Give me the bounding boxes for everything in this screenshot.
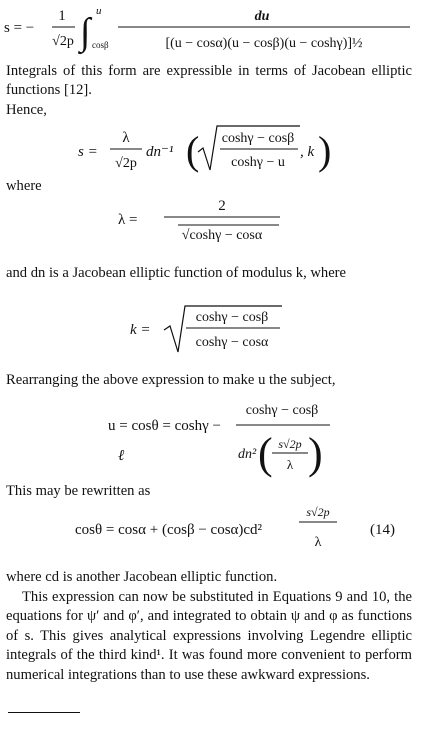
equation-14 [0,500,421,562]
eq2-sqrt-den: coshγ − u [231,155,285,170]
equation-number-14: (14) [370,522,395,538]
equation-k [0,302,421,358]
paragraph-rewritten: This may be rewritten as [6,483,151,499]
eq4-lhs: k = [130,322,151,338]
eq5-stray-mark: ℓ [118,448,125,464]
eq2-tail: , k [300,144,315,160]
paragraph-cd: where cd is another Jacobean elliptic function. [6,569,278,585]
integral-sign: ∫ [80,11,91,53]
eq3-num: 2 [218,198,226,214]
eq2-left-paren: ( [186,128,200,173]
eq2-frac-num: λ [122,130,130,146]
eq1-num-coef: 1 [58,8,66,24]
eq2-right-paren: ) [318,128,332,173]
eq1-integrand-num: du [254,9,270,24]
eq6-lhs: cosθ = cosα + (cosβ − cosα)cd² [75,522,263,538]
eq3-den: √coshγ − cosα [181,228,263,243]
eq2-lhs: s = [78,144,98,160]
eq1-lhs: s = − [4,20,35,36]
eq1-upper-limit: u [96,5,102,17]
eq2-sqrt-num: coshγ − cosβ [221,131,295,146]
eq3-lhs: λ = [118,212,138,228]
equation-integral-s [0,0,421,60]
eq4-den: coshγ − cosα [195,335,269,350]
eq5-num: coshγ − cosβ [245,403,319,418]
paragraph-integrals: Integrals of this form are expressible in terms of Jacobean elliptic functions [12]. [6,63,412,99]
eq1-integrand-den: [(u − cosα)(u − cosβ)(u − coshγ)]½ [165,36,363,51]
equation-u-subject [0,392,421,486]
footnote-rule [8,712,80,713]
paragraph-dn: and dn is a Jacobean elliptic function of modulus k, where [6,265,347,281]
paragraph-rearranging: Rearranging the above expression to make u the subject, [6,372,336,388]
eq2-fn: dn⁻¹ [146,144,174,160]
hence-label: Hence, [6,102,47,118]
eq5-den-fn: dn² [238,447,257,462]
equation-lambda [0,192,421,252]
eq4-num: coshγ − cosβ [195,310,269,325]
eq5-lhs: u = cosθ = coshγ − [108,418,221,434]
eq1-lower-limit: cosβ [92,40,109,50]
eq6-sup-num: s√2p [306,505,330,519]
eq1-den-coef: √2p [52,34,74,49]
eq2-frac-den: √2p [115,156,137,171]
paragraph-substitution: This expression can now be substituted in Equations 9 and 10, the equations for ψ′ and φ′, and integrated to obtain ψ and φ as functions of s. This gives analytical expressions involving Legendre elliptic integrals of the third kind¹. It was found more convenient to perform numerical integrations than to use these awkward expressions. [6,589,412,683]
equation-s-lambda [0,118,421,180]
eq6-sup-den: λ [314,535,322,550]
where-label-1: where [6,178,42,194]
eq5-den-inner-den: λ [286,457,294,472]
eq5-left-paren: ( [258,429,273,478]
eq5-den-inner-num: s√2p [278,437,302,451]
eq5-right-paren: ) [308,429,323,478]
